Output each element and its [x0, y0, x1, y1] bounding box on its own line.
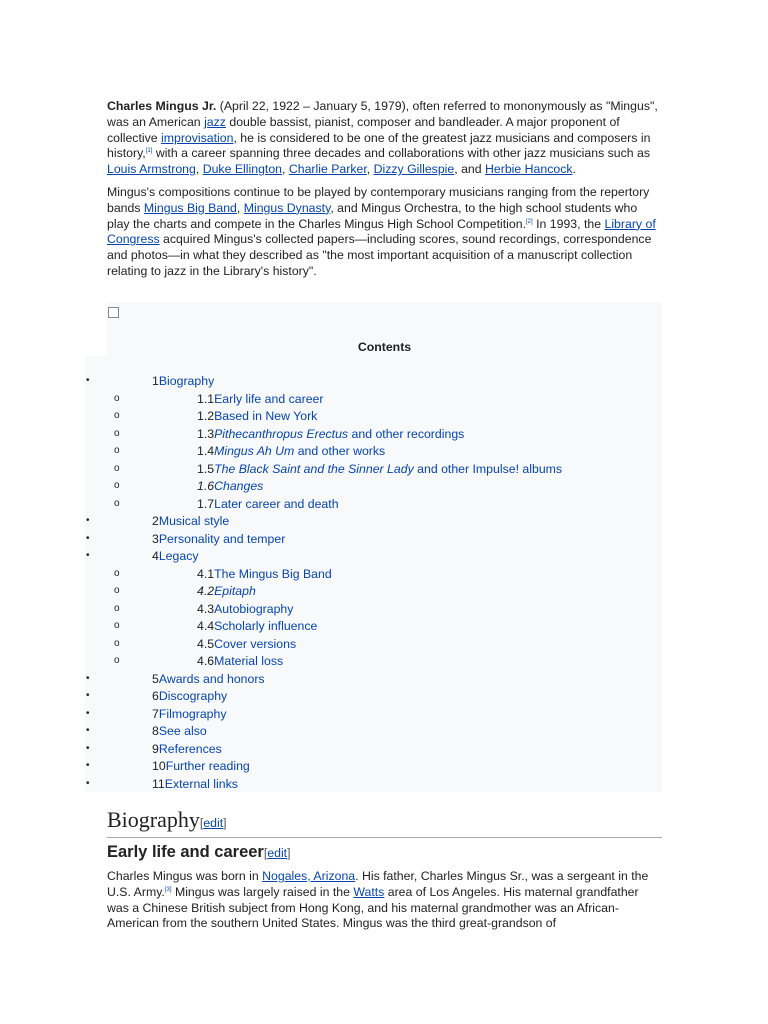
toc-label-text: Scholarly influence: [214, 619, 318, 633]
text-run: , he is considered to be one of the greatest jazz musicians and composers in history,: [107, 130, 651, 161]
toc-label-text: External links: [164, 776, 238, 791]
toc-item[interactable]: [0, 567, 680, 585]
toc-item[interactable]: [0, 672, 680, 690]
toc-item-link[interactable]: [152, 724, 207, 738]
toc-label-text: References: [158, 741, 222, 756]
link-dizzy-gillespie[interactable]: Dizzy Gillespie: [373, 162, 455, 177]
toc-number: 1.3: [197, 426, 215, 441]
toc-item-link[interactable]: [152, 374, 214, 388]
toc-item[interactable]: [0, 742, 680, 760]
bullet-icon: •: [86, 375, 90, 386]
link-improvisation[interactable]: improvisation: [161, 130, 234, 145]
edit-section-link: [200, 816, 227, 830]
link-library-of-congress[interactable]: Library of Congress: [107, 216, 656, 247]
toc-number: 7: [152, 706, 159, 721]
toc-label-text: and other Impulse! albums: [413, 461, 563, 476]
toc-label: [159, 374, 214, 388]
text-run: Mingus was largely raised in the: [171, 884, 354, 899]
toc-number: 11: [152, 776, 165, 791]
toc-number: 1.5: [197, 461, 215, 476]
bullet-icon: •: [86, 515, 90, 526]
article-intro: [107, 99, 662, 280]
text-run: (April 22, 1922 – January 5, 1979), often referred to mononymously as "Mingus", was an American: [107, 99, 658, 129]
toc-number: 4.6: [197, 654, 215, 668]
bullet-icon: o: [114, 480, 120, 491]
early-life-body: [107, 869, 662, 932]
toc-label-text: Musical style: [158, 514, 230, 528]
toc-label-text: Later career and death: [214, 496, 339, 511]
bullet-icon: o: [114, 497, 120, 509]
bullet-icon: o: [114, 637, 120, 649]
toc-label-text: Legacy: [158, 549, 199, 563]
toc-label: [159, 707, 227, 721]
link-louis-armstrong[interactable]: Louis Armstrong: [107, 162, 196, 177]
toc-label: [159, 689, 227, 703]
early-life-paragraph: [107, 869, 662, 932]
toc-item[interactable]: [0, 409, 680, 427]
toc-item-link[interactable]: [197, 602, 293, 616]
toc-label-text: and other recordings: [348, 426, 465, 441]
text-run: In 1993, the: [532, 216, 605, 231]
toc-label: [214, 567, 332, 581]
toc-item[interactable]: [0, 602, 680, 620]
bullet-icon: •: [86, 672, 90, 684]
toc-label-italic: The Black Saint and the Sinner Lady: [214, 461, 414, 476]
toc-label-text: Cover versions: [214, 636, 297, 651]
bullet-icon: o: [114, 655, 120, 666]
toc-number: 3: [152, 531, 159, 546]
link-duke-ellington[interactable]: Duke Ellington: [202, 162, 282, 177]
toc-item-link[interactable]: [197, 462, 562, 476]
toc-number: 4: [152, 549, 159, 563]
reference-1[interactable]: [1]: [145, 148, 153, 155]
toc-number: 4.1: [197, 566, 215, 581]
bullet-icon: •: [86, 742, 90, 754]
toc-item-link[interactable]: [197, 409, 317, 423]
toc-label-text: Filmography: [158, 706, 227, 721]
bracket: [: [199, 816, 204, 830]
toc-label: [159, 742, 222, 756]
link-mingus-dynasty[interactable]: Mingus Dynasty: [243, 200, 331, 215]
link-jazz[interactable]: jazz: [204, 114, 226, 129]
toc-item-link[interactable]: [152, 514, 229, 528]
toc-number: 9: [152, 741, 159, 756]
bullet-icon: o: [114, 462, 120, 474]
section-heading-biography: [107, 806, 662, 838]
edit-link[interactable]: edit: [203, 816, 224, 830]
bullet-icon: o: [114, 427, 120, 439]
toc-item[interactable]: [0, 462, 680, 480]
toc-item-link[interactable]: [197, 619, 317, 633]
toc-label: [214, 654, 283, 668]
toc-label: [214, 602, 293, 616]
toc-label-text: Awards and honors: [158, 671, 265, 686]
toc-label-text: Biography: [158, 374, 215, 388]
text-run: , and Mingus Orchestra, to the high school students who play the charts and compete in the Charles Mingus High School Competition.: [107, 200, 638, 231]
toc-label-text: The Mingus Big Band: [214, 566, 332, 581]
toc-number: 10: [152, 759, 166, 773]
bullet-icon: o: [114, 620, 120, 631]
toc-item-link[interactable]: [152, 689, 227, 703]
toc-item[interactable]: [0, 497, 680, 515]
toc-item-link[interactable]: [152, 777, 238, 791]
toc-item[interactable]: [0, 724, 680, 742]
toc-label-text: Further reading: [165, 759, 250, 773]
toc-item-link[interactable]: [152, 759, 250, 773]
text-run: with a career spanning three decades and collaborations with other jazz musicians such as: [152, 146, 651, 161]
toc-item[interactable]: [0, 637, 680, 655]
toc-label-text: and other works: [294, 444, 386, 458]
intro-paragraph-2: [107, 185, 662, 280]
reference-3[interactable]: [3]: [164, 886, 172, 893]
toc-item[interactable]: [0, 374, 680, 392]
link-mingus-big-band[interactable]: Mingus Big Band: [143, 200, 237, 215]
toc-item-link[interactable]: [197, 654, 283, 668]
bullet-icon: o: [114, 392, 120, 404]
toc-label: [159, 514, 229, 528]
edit-link[interactable]: edit: [267, 846, 288, 860]
edit-section-link: [264, 846, 291, 860]
reference-2[interactable]: [2]: [526, 218, 533, 225]
toc-number: 1: [152, 374, 159, 388]
toc-item-link[interactable]: [197, 479, 263, 493]
toc-label: [214, 427, 464, 441]
toc-item[interactable]: [0, 479, 680, 497]
bullet-icon: •: [86, 550, 90, 561]
toc-label-italic: Epitaph: [214, 584, 256, 598]
bullet-icon: •: [86, 725, 90, 736]
toc-label-italic: Mingus Ah Um: [214, 444, 295, 458]
toc-label-text: Early life and career: [214, 391, 324, 406]
toc-label: [214, 392, 323, 406]
toc-label: [214, 497, 338, 511]
separator: , and: [454, 162, 486, 177]
link-charlie-parker[interactable]: Charlie Parker: [288, 162, 367, 177]
toc-label: [159, 672, 265, 686]
toc-item-link[interactable]: [197, 567, 332, 581]
toc-title: Contents: [357, 340, 412, 354]
separator: ,: [195, 162, 203, 177]
toc-item-link[interactable]: [197, 637, 296, 651]
toc-number: 6: [152, 689, 159, 703]
toc-label: [214, 462, 562, 476]
text-run: area of Los Angeles. His maternal grandfather was a Chinese British subject from Hong Kong, and his maternal grandmother was an African-American from the southern United States. Mingus was the third great-grandson of: [107, 884, 639, 931]
toc-label: [214, 584, 256, 598]
toc-item[interactable]: [0, 759, 680, 777]
toc-label-text: Personality and temper: [158, 531, 286, 546]
text-run: Mingus's compositions continue to be played by contemporary musicians ranging from the repertory bands: [107, 184, 650, 215]
toc-number: 4.3: [197, 601, 215, 616]
toc-label-italic: Pithecanthropus Erectus: [214, 426, 349, 441]
bullet-icon: o: [114, 445, 120, 456]
toc-number: 1.1: [197, 391, 215, 406]
separator: ,: [282, 162, 289, 177]
bullet-icon: o: [114, 410, 120, 421]
toc-item[interactable]: [0, 532, 680, 550]
toc-label: [165, 777, 238, 791]
toc-item-link[interactable]: [152, 549, 199, 563]
bracket: ]: [287, 846, 291, 860]
toc-label: [159, 549, 199, 563]
section-heading-early-life: [107, 840, 291, 865]
toc-item[interactable]: [0, 584, 680, 602]
link-watts[interactable]: Watts: [353, 884, 385, 899]
toc-toggle-checkbox[interactable]: [108, 307, 119, 318]
text-run: .: [572, 162, 576, 177]
toc-item[interactable]: [0, 392, 680, 410]
toc-number: 5: [152, 671, 159, 686]
heading-text: Early life and career: [107, 843, 264, 861]
toc-item[interactable]: [0, 619, 680, 637]
bullet-icon: •: [86, 690, 90, 701]
bullet-icon: •: [86, 532, 90, 544]
toc-number: 1.7: [197, 496, 215, 511]
toc-item-link[interactable]: [197, 584, 256, 598]
text-run: Charles Mingus was born in: [107, 869, 263, 883]
bracket: [: [263, 846, 268, 860]
toc-label-text: Discography: [158, 689, 228, 703]
toc-item-link[interactable]: [152, 742, 222, 756]
toc-label: [214, 409, 317, 423]
toc-label-text: Based in New York: [214, 409, 318, 423]
bracket: ]: [223, 816, 227, 830]
toc-number: 4.5: [197, 636, 215, 651]
toc-label-text: Autobiography: [214, 601, 294, 616]
subject-name: Charles Mingus Jr.: [107, 99, 217, 113]
text-run: . His father, Charles Mingus Sr., was a sergeant in the U.S. Army.: [107, 869, 649, 899]
toc-item-link[interactable]: [197, 497, 339, 511]
toc-item[interactable]: [0, 549, 680, 567]
toc-item[interactable]: [0, 707, 680, 725]
link-nogales-arizona[interactable]: Nogales, Arizona: [262, 869, 356, 883]
toc-label: [159, 724, 207, 738]
toc-item-link[interactable]: [152, 672, 265, 686]
toc-item-link[interactable]: [197, 392, 323, 406]
toc-list: [0, 374, 680, 794]
text-run: acquired Mingus's collected papers—including scores, sound recordings, correspondence and photos—in what they described as "the most important acquisition of a manuscript collection relating to jazz in the Library's history".: [107, 232, 652, 278]
toc-item-link[interactable]: [152, 532, 285, 546]
toc-label: [214, 479, 263, 493]
toc-number: 8: [152, 724, 159, 738]
toc-label: [214, 444, 385, 458]
toc-number: 2: [152, 514, 159, 528]
separator: ,: [236, 200, 244, 215]
toc-label: [166, 759, 250, 773]
bullet-icon: •: [86, 760, 90, 771]
bullet-icon: o: [114, 585, 120, 596]
toc-item[interactable]: [0, 777, 680, 795]
toc-label: [214, 637, 296, 651]
intro-paragraph-1: [107, 99, 662, 178]
toc-number: 4.2: [197, 584, 215, 598]
bullet-icon: •: [86, 777, 90, 789]
toc-item[interactable]: [0, 689, 680, 707]
bullet-icon: o: [114, 602, 120, 614]
toc-label: [214, 619, 317, 633]
toc-item[interactable]: [0, 427, 680, 445]
toc-label-italic: Changes: [214, 479, 264, 493]
toc-item[interactable]: [0, 514, 680, 532]
toc-item-link[interactable]: [152, 707, 227, 721]
text-run: double bassist, pianist, composer and bandleader. A major proponent of collective: [107, 114, 620, 145]
bullet-icon: •: [86, 707, 90, 719]
toc-item-link[interactable]: [197, 444, 385, 458]
separator: ,: [366, 162, 374, 177]
toc-label-text: Material loss: [214, 654, 284, 668]
heading-text: Biography: [107, 807, 200, 832]
toc-number: 1.4: [197, 444, 215, 458]
toc-label: [159, 532, 285, 546]
toc-label-text: See also: [158, 724, 207, 738]
toc-item[interactable]: [0, 654, 680, 672]
toc-item-link[interactable]: [197, 427, 464, 441]
toc-number: 1.2: [197, 409, 215, 423]
toc-number: 1.6: [197, 479, 215, 493]
bullet-icon: o: [114, 567, 120, 579]
toc-number: 4.4: [197, 619, 215, 633]
toc-item[interactable]: [0, 444, 680, 462]
link-herbie-hancock[interactable]: Herbie Hancock: [485, 162, 573, 177]
